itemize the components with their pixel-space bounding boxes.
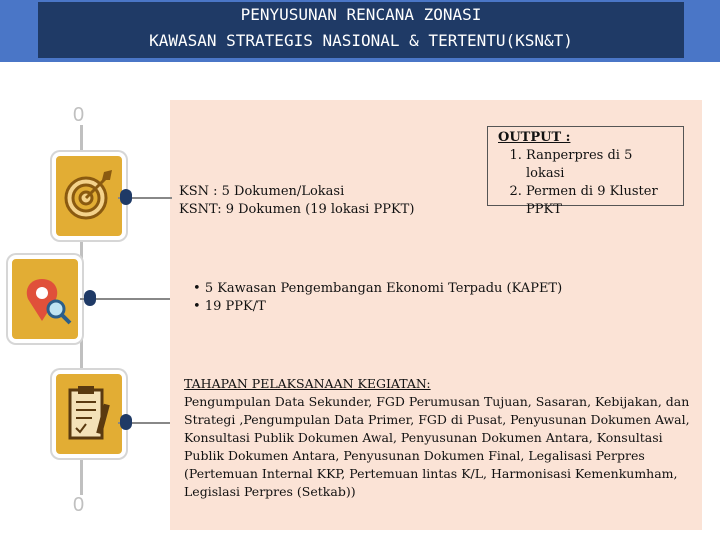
output-list: [498, 147, 673, 219]
output-title: OUTPUT :: [498, 130, 571, 145]
output-box: [487, 126, 684, 217]
tahapan-body: Pengumpulan Data Sekunder, FGD Perumusan Tujuan, Sasaran, Kebijakan, dan Strategi ,Pengumpulan Data Primer, FGD di Pusat, Penyusunan Dokumen Awal, Konsultasi Publik Dokumen Awal, Penyusunan Dokumen Antara, Konsultasi Publik Dokumen Antara, Penyusunan Dokumen Final, Legalisasi Perpres (Pertemuan Internal KKP, Pertemuan lintas K/L, Harmonisasi Kemenkumham, Legislasi Perpres (Setkab)): [184, 394, 690, 499]
title-line-2: KAWASAN STRATEGIS NASIONAL & TERTENTU(KSN&T): [149, 31, 573, 50]
arrow-to-bullets: [96, 298, 170, 300]
timeline-node-1: [120, 189, 132, 205]
map-pin-search-icon: [12, 259, 78, 339]
title-line-1: PENYUSUNAN RENCANA ZONASI: [240, 5, 482, 24]
tahapan-title: TAHAPAN PELAKSANAAN KEGIATAN:: [184, 376, 431, 391]
bullet-list: [179, 280, 679, 316]
timeline-node-3: [120, 414, 132, 430]
output-item: 1. Ranperpres di 5 lokasi: [526, 147, 673, 183]
ksn-line-2: KSNT: 9 Dokumen (19 lokasi PPKT): [179, 202, 415, 217]
bullet-item: • 19 PPK/T: [193, 298, 679, 316]
ksn-block: [179, 183, 479, 219]
header-bar: [0, 0, 720, 62]
page-title: [38, 2, 684, 58]
target-icon: [56, 156, 122, 236]
ksn-line-1: KSN : 5 Dokumen/Lokasi: [179, 184, 345, 199]
target-card: [52, 152, 126, 240]
output-item: 2. Permen di 9 Kluster PPKT: [526, 183, 673, 219]
bullet-block: [179, 280, 679, 316]
arrow-to-ksn: [132, 197, 172, 199]
map-card: [8, 255, 82, 343]
arrow-to-tahapan: [132, 422, 170, 424]
timeline-node-2: [84, 290, 96, 306]
timeline-start-label: 0: [73, 104, 85, 126]
clipboard-icon: [56, 374, 122, 454]
clipboard-card: [52, 370, 126, 458]
bullet-item: • 5 Kawasan Pengembangan Ekonomi Terpadu (KAPET): [193, 280, 679, 298]
timeline-end-label: 0: [73, 494, 85, 516]
tahapan-block: [184, 375, 698, 501]
